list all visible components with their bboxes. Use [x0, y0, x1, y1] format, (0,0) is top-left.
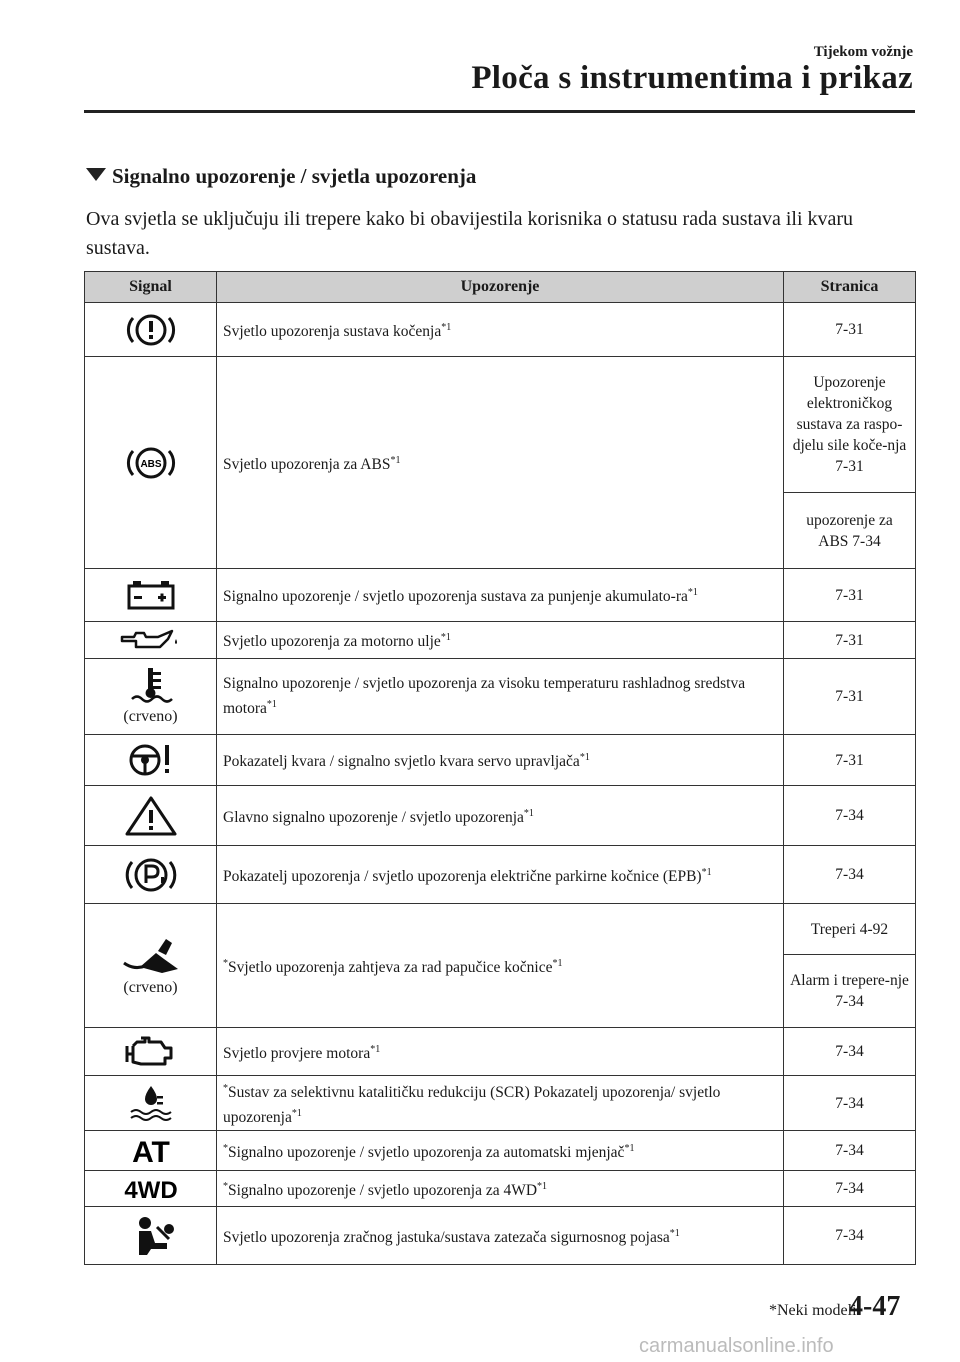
table-row [85, 786, 916, 846]
warning-text: *Signalno upozorenje / svjetlo upozorenja za 4WD$^{*1}$ [217, 1171, 784, 1207]
page-ref: 7-31 [784, 622, 916, 659]
master-warning-icon [123, 794, 179, 838]
brake-warning-icon [121, 310, 181, 350]
page-ref: 7-34 [784, 786, 916, 846]
header-warning: Upozorenje [217, 272, 784, 303]
warning-text: Svjetlo upozorenja sustava kočenja$^{*1}$ [217, 303, 784, 357]
table-row [85, 1028, 916, 1076]
header-page: Stranica [784, 272, 916, 303]
page-ref: 7-34 [784, 846, 916, 904]
table-header-row [85, 272, 916, 303]
page-ref: 7-34 [784, 1076, 916, 1131]
4wd-icon [111, 1176, 191, 1202]
table-row [85, 1131, 916, 1171]
page-ref: Alarm i trepere-nje 7-34 [784, 955, 916, 1028]
warning-text: Pokazatelj upozorenja / svjetlo upozorenja električne parkirne kočnice (EPB)$^{*1}$ [217, 846, 784, 904]
warning-text: Svjetlo upozorenja za motorno ulje$^{*1}$ [217, 622, 784, 659]
steering-warning-icon [121, 740, 181, 780]
battery-icon [121, 577, 181, 613]
chapter-label: Tijekom vožnje [813, 44, 913, 60]
at-icon [118, 1136, 184, 1166]
page-ref: 7-34 [784, 1171, 916, 1207]
svg-text:4WD: 4WD [123, 1176, 178, 1202]
warning-text: *Sustav za selektivnu katalitičku redukciju (SCR) Pokazatelj upozorenja/ svjetlo upozorenja$^{*1}$ [217, 1076, 784, 1131]
page-ref: 7-34 [784, 1207, 916, 1265]
table-row [85, 1076, 916, 1131]
table-row [85, 659, 916, 735]
header-rule [84, 110, 915, 113]
table-row [85, 357, 916, 493]
warning-text: Svjetlo upozorenja zračnog jastuka/sustava zatezača sigurnosnog pojasa$^{*1}$ [217, 1207, 784, 1265]
page-ref: 7-34 [784, 1131, 916, 1171]
table-row [85, 904, 916, 955]
brake-pedal-icon [118, 933, 184, 977]
warning-table [84, 271, 916, 1265]
table-row [85, 735, 916, 786]
oil-can-icon [116, 625, 186, 655]
warning-text: Signalno upozorenje / svjetlo upozorenja sustava za punjenje akumulato-$ra^{*1}$ [217, 569, 784, 622]
page-ref: 7-31 [784, 659, 916, 735]
page-number: 4-47 [849, 1291, 901, 1322]
warning-text: Svjetlo upozorenja za ABS$^{*1}$ [217, 357, 784, 569]
warning-text: Svjetlo provjere motora$^{*1}$ [217, 1028, 784, 1076]
table-row [85, 1207, 916, 1265]
page-ref: 7-31 [784, 569, 916, 622]
warning-text: Glavno signalno upozorenje / svjetlo upozorenja$^{*1}$ [217, 786, 784, 846]
scr-icon [123, 1082, 179, 1124]
page-title: Ploča s instrumentima i prikaz [471, 60, 913, 96]
abs-warning-icon [121, 443, 181, 483]
warning-text: Pokazatelj kvara / signalno svjetlo kvara servo upravljača$^{*1}$ [217, 735, 784, 786]
table-row [85, 846, 916, 904]
section-title: Signalno upozorenje / svjetla upozorenja [86, 164, 476, 189]
intro-paragraph: Ova svjetla se uključuju ili trepere kako bi obavijestila korisnika o statusu rada sustava ili kvaru sustava. [86, 208, 854, 259]
check-engine-icon [119, 1034, 183, 1070]
triangle-bullet-icon [86, 168, 106, 181]
table-row [85, 569, 916, 622]
coolant-temp-icon [126, 666, 176, 706]
table-row [85, 303, 916, 357]
table-row [85, 1171, 916, 1207]
page-ref: 7-34 [784, 1028, 916, 1076]
color-caption: (crveno) [123, 708, 178, 725]
page-ref: 7-31 [784, 735, 916, 786]
color-caption: (crveno) [123, 979, 178, 996]
warning-text: *Signalno upozorenje / svjetlo upozorenja za automatski mjenjač$^{*1}$ [217, 1131, 784, 1171]
watermark: carmanualsonline.info [639, 1335, 834, 1357]
page-ref: Treperi 4-92 [784, 904, 916, 955]
page-ref: upozorenje za ABS 7-34 [784, 493, 916, 569]
svg-text:ABS: ABS [139, 458, 162, 470]
page-ref: 7-31 [784, 303, 916, 357]
header-signal: Signal [85, 272, 217, 303]
airbag-icon [121, 1215, 181, 1257]
epb-icon [121, 853, 181, 897]
svg-text:AT: AT [131, 1135, 170, 1166]
footnote: *Neki modeli. [769, 1302, 861, 1319]
warning-text: *Svjetlo upozorenja zahtjeva za rad papučice kočnice$^{*1}$ [217, 904, 784, 1028]
warning-text: Signalno upozorenje / svjetlo upozorenja za visoku temperaturu rashladnog sredstva motora$^{*1}$ [217, 659, 784, 735]
table-row [85, 622, 916, 659]
page-ref: Upozorenje elektroničkog sustava za raspo-djelu sile koče-nja 7-31 [784, 357, 916, 493]
